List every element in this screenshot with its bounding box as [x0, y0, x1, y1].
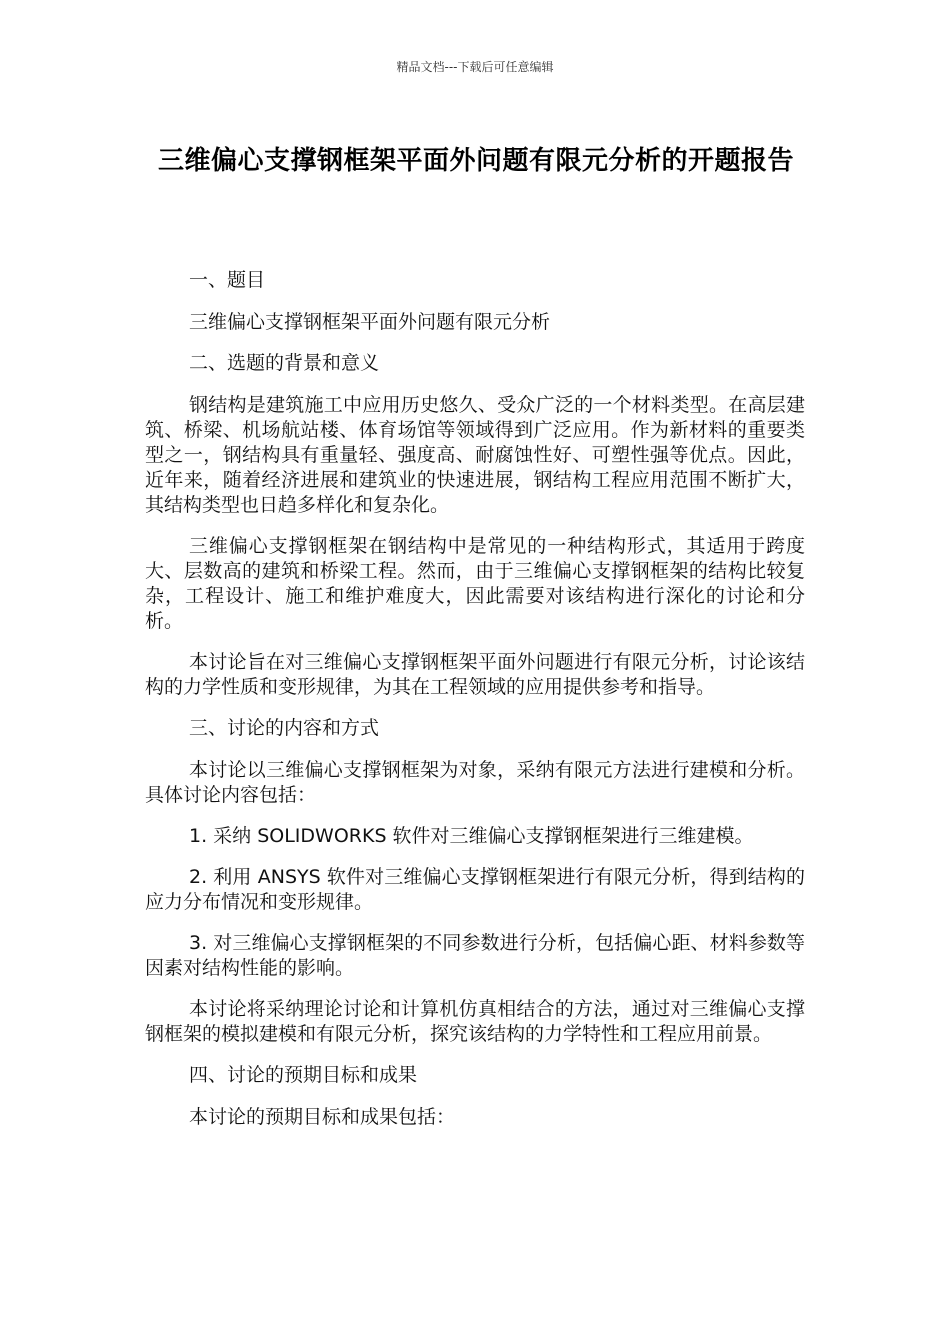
document-title: 三维偏心支撑钢框架平面外问题有限元分析的开题报告: [157, 146, 794, 176]
content-paragraph-1: 本讨论以三维偏心支撑钢框架为对象，采纳有限元方法进行建模和分析。具体讨论内容包括：: [145, 759, 805, 806]
content-list-item-1: 1. 采纳 SOLIDWORKS 软件对三维偏心支撑钢框架进行三维建模。: [189, 825, 754, 847]
background-paragraph-1: 钢结构是建筑施工中应用历史悠久、受众广泛的一个材料类型。在高层建筑、桥梁、机场航站楼、体育场馆等领域得到广泛应用。作为新材料的重要类型之一，钢结构具有重量轻、强度高、耐腐蚀性好、可塑性强等优点。因此，近年来，随着经济进展和建筑业的快速进展，钢结构工程应用范围不断扩大，其结构类型也日趋多样化和复杂化。: [145, 394, 805, 516]
topic-text: 三维偏心支撑钢框架平面外问题有限元分析: [189, 311, 551, 333]
content-list-item-3: 3. 对三维偏心支撑钢框架的不同参数进行分析，包括偏心距、材料参数等因素对结构性能的影响。: [145, 932, 805, 979]
background-paragraph-2: 三维偏心支撑钢框架在钢结构中是常见的一种结构形式，其适用于跨度大、层数高的建筑和桥梁工程。然而，由于三维偏心支撑钢框架的结构比较复杂，工程设计、施工和维护难度大，因此需要对该结构进行深化的讨论和分析。: [145, 535, 805, 632]
section-heading-goals: 四、讨论的预期目标和成果: [189, 1064, 418, 1086]
content-list-item-2: 2. 利用 ANSYS 软件对三维偏心支撑钢框架进行有限元分析，得到结构的应力分布情况和变形规律。: [145, 866, 805, 913]
document-body: [145, 268, 805, 1146]
content-paragraph-2: 本讨论将采纳理论讨论和计算机仿真相结合的方法，通过对三维偏心支撑钢框架的模拟建模和有限元分析，探究该结构的力学特性和工程应用前景。: [145, 998, 805, 1045]
background-paragraph-3: 本讨论旨在对三维偏心支撑钢框架平面外问题进行有限元分析，讨论该结构的力学性质和变形规律，为其在工程领域的应用提供参考和指导。: [145, 651, 805, 698]
header-note: 精品文档---下载后可任意编辑: [396, 60, 554, 74]
goals-paragraph-1: 本讨论的预期目标和成果包括：: [189, 1106, 456, 1128]
section-heading-background: 二、选题的背景和意义: [189, 352, 380, 374]
section-heading-topic: 一、题目: [189, 269, 266, 291]
section-heading-content: 三、讨论的内容和方式: [189, 717, 380, 739]
